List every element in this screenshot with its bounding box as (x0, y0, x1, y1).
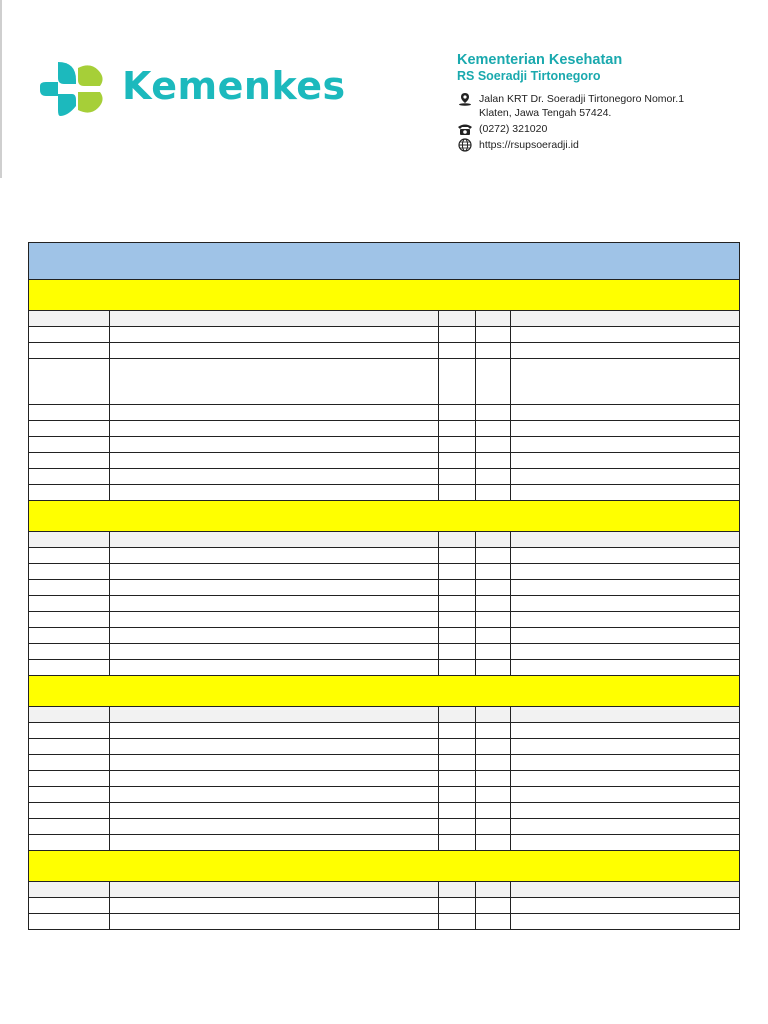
table-row (29, 405, 739, 421)
table-cell (476, 755, 511, 770)
table-cell (476, 771, 511, 786)
table-cell (511, 453, 739, 468)
table-cell (110, 469, 439, 484)
ministry-name: Kementerian Kesehatan (457, 52, 623, 68)
table-cell (439, 755, 476, 770)
table-cell (439, 898, 476, 913)
table-cell (511, 485, 739, 500)
table-cell (110, 787, 439, 802)
table-cell (110, 564, 439, 579)
table-cell (110, 914, 439, 929)
phone-text: (0272) 321020 (479, 123, 548, 135)
table-cell (476, 343, 511, 358)
table-row (29, 359, 739, 405)
table-row (29, 421, 739, 437)
table-cell (29, 421, 110, 436)
table-cell (439, 580, 476, 595)
table-cell (110, 580, 439, 595)
table-row (29, 564, 739, 580)
table-cell (439, 453, 476, 468)
table-cell (29, 819, 110, 834)
table-cell (29, 803, 110, 818)
table-cell (29, 580, 110, 595)
table-cell (439, 660, 476, 675)
column-header-row (29, 707, 739, 723)
table-cell (110, 819, 439, 834)
table-cell (476, 803, 511, 818)
table-row (29, 755, 739, 771)
table-cell (439, 343, 476, 358)
table-cell (29, 835, 110, 850)
table-cell (439, 723, 476, 738)
website-line (457, 138, 757, 152)
table-cell (511, 882, 739, 897)
table-cell (476, 644, 511, 659)
kemenkes-logo (38, 60, 358, 120)
table-row (29, 469, 739, 485)
table-cell (439, 564, 476, 579)
form-table (28, 242, 740, 930)
table-cell (476, 660, 511, 675)
table-cell (511, 660, 739, 675)
table-row (29, 628, 739, 644)
kemenkes-wordmark: Kemenkes (122, 64, 346, 108)
table-cell (476, 405, 511, 420)
table-cell (110, 803, 439, 818)
location-icon (457, 92, 473, 106)
table-cell (439, 469, 476, 484)
table-cell (110, 835, 439, 850)
table-cell (29, 660, 110, 675)
table-cell (439, 532, 476, 547)
table-cell (476, 453, 511, 468)
table-cell (511, 469, 739, 484)
table-cell (511, 644, 739, 659)
table-cell (439, 311, 476, 326)
table-cell (29, 898, 110, 913)
table-row (29, 485, 739, 501)
table-cell (110, 771, 439, 786)
table-cell (110, 453, 439, 468)
table-cell (476, 835, 511, 850)
table-cell (29, 755, 110, 770)
table-row (29, 803, 739, 819)
table-cell (110, 707, 439, 722)
table-row (29, 596, 739, 612)
table-cell (439, 327, 476, 342)
table-cell (511, 311, 739, 326)
table-row (29, 787, 739, 803)
table-cell (29, 469, 110, 484)
table-row (29, 644, 739, 660)
table-cell (476, 612, 511, 627)
website-link[interactable]: https://rsupsoeradji.id (479, 139, 579, 151)
table-cell (110, 644, 439, 659)
table-row (29, 835, 739, 851)
table-cell (439, 819, 476, 834)
table-cell (29, 739, 110, 754)
table-cell (511, 580, 739, 595)
table-cell (110, 327, 439, 342)
table-row (29, 660, 739, 676)
table-cell (476, 707, 511, 722)
table-cell (110, 739, 439, 754)
table-cell (29, 548, 110, 563)
section-header-bar (29, 280, 739, 311)
table-cell (511, 835, 739, 850)
table-cell (439, 628, 476, 643)
table-cell (29, 311, 110, 326)
table-cell (511, 723, 739, 738)
table-cell (511, 564, 739, 579)
table-cell (29, 596, 110, 611)
table-cell (110, 723, 439, 738)
column-header-row (29, 311, 739, 327)
table-cell (511, 405, 739, 420)
table-row (29, 343, 739, 359)
table-cell (511, 771, 739, 786)
table-cell (511, 437, 739, 452)
table-cell (476, 564, 511, 579)
table-cell (476, 437, 511, 452)
table-cell (29, 359, 110, 404)
table-cell (439, 882, 476, 897)
table-cell (439, 596, 476, 611)
table-cell (476, 469, 511, 484)
table-cell (29, 771, 110, 786)
table-cell (439, 835, 476, 850)
table-cell (511, 596, 739, 611)
table-cell (476, 787, 511, 802)
table-row (29, 723, 739, 739)
table-row (29, 548, 739, 564)
table-cell (29, 532, 110, 547)
table-cell (439, 437, 476, 452)
table-cell (476, 359, 511, 404)
table-cell (476, 485, 511, 500)
table-cell (29, 327, 110, 342)
table-cell (29, 437, 110, 452)
table-cell (511, 359, 739, 404)
table-cell (511, 819, 739, 834)
table-cell (110, 405, 439, 420)
table-cell (439, 644, 476, 659)
table-row (29, 612, 739, 628)
table-cell (439, 405, 476, 420)
table-cell (439, 359, 476, 404)
table-cell (439, 548, 476, 563)
table-cell (29, 787, 110, 802)
table-cell (110, 485, 439, 500)
phone-line (457, 122, 757, 136)
table-row (29, 453, 739, 469)
table-cell (29, 343, 110, 358)
column-header-row (29, 532, 739, 548)
table-cell (511, 327, 739, 342)
table-cell (476, 532, 511, 547)
table-cell (110, 359, 439, 404)
table-cell (29, 405, 110, 420)
table-cell (439, 612, 476, 627)
table-cell (110, 311, 439, 326)
table-cell (439, 803, 476, 818)
table-cell (110, 532, 439, 547)
table-row (29, 771, 739, 787)
table-cell (29, 723, 110, 738)
table-cell (29, 628, 110, 643)
table-cell (110, 628, 439, 643)
table-row (29, 739, 739, 755)
table-cell (511, 612, 739, 627)
table-cell (511, 898, 739, 913)
table-cell (110, 548, 439, 563)
table-cell (511, 755, 739, 770)
table-cell (476, 311, 511, 326)
table-cell (511, 628, 739, 643)
table-cell (476, 723, 511, 738)
table-cell (476, 898, 511, 913)
phone-icon (457, 122, 473, 136)
hospital-contact-block (457, 52, 757, 154)
table-cell (511, 803, 739, 818)
table-cell (476, 819, 511, 834)
table-cell (476, 739, 511, 754)
table-cell (29, 882, 110, 897)
address-line (457, 92, 757, 120)
table-cell (110, 898, 439, 913)
table-cell (29, 564, 110, 579)
address-text: Jalan KRT Dr. Soeradji Tirtonegoro Nomor.1 Klaten, Jawa Tengah 57424. (479, 93, 685, 119)
table-cell (511, 787, 739, 802)
table-cell (439, 787, 476, 802)
table-cell (476, 596, 511, 611)
table-cell (476, 327, 511, 342)
table-cell (439, 421, 476, 436)
table-cell (439, 771, 476, 786)
table-row (29, 914, 739, 929)
table-cell (476, 882, 511, 897)
table-cell (29, 485, 110, 500)
table-cell (110, 755, 439, 770)
table-cell (439, 485, 476, 500)
table-cell (110, 660, 439, 675)
section-header-bar (29, 851, 739, 882)
table-cell (511, 707, 739, 722)
table-row (29, 437, 739, 453)
table-cell (29, 612, 110, 627)
table-cell (511, 914, 739, 929)
table-title-bar (29, 243, 739, 280)
table-cell (476, 580, 511, 595)
table-cell (439, 739, 476, 754)
table-cell (110, 343, 439, 358)
page-edge-rule (0, 0, 2, 178)
table-cell (511, 421, 739, 436)
table-cell (439, 914, 476, 929)
table-cell (29, 644, 110, 659)
table-cell (29, 914, 110, 929)
table-cell (110, 612, 439, 627)
table-cell (511, 739, 739, 754)
table-cell (110, 882, 439, 897)
table-cell (29, 453, 110, 468)
table-cell (439, 707, 476, 722)
hospital-name: RS Soeradji Tirtonegoro (457, 69, 601, 83)
table-cell (110, 421, 439, 436)
table-cell (476, 421, 511, 436)
table-cell (511, 532, 739, 547)
table-cell (476, 628, 511, 643)
section-header-bar (29, 501, 739, 532)
column-header-row (29, 882, 739, 898)
table-row (29, 819, 739, 835)
table-row (29, 327, 739, 343)
section-header-bar (29, 676, 739, 707)
globe-icon (457, 138, 473, 152)
table-cell (110, 596, 439, 611)
table-cell (110, 437, 439, 452)
table-cell (511, 548, 739, 563)
table-cell (476, 548, 511, 563)
table-cell (511, 343, 739, 358)
table-cell (476, 914, 511, 929)
kemenkes-logo-mark (38, 60, 108, 118)
table-row (29, 580, 739, 596)
table-row (29, 898, 739, 914)
table-cell (29, 707, 110, 722)
